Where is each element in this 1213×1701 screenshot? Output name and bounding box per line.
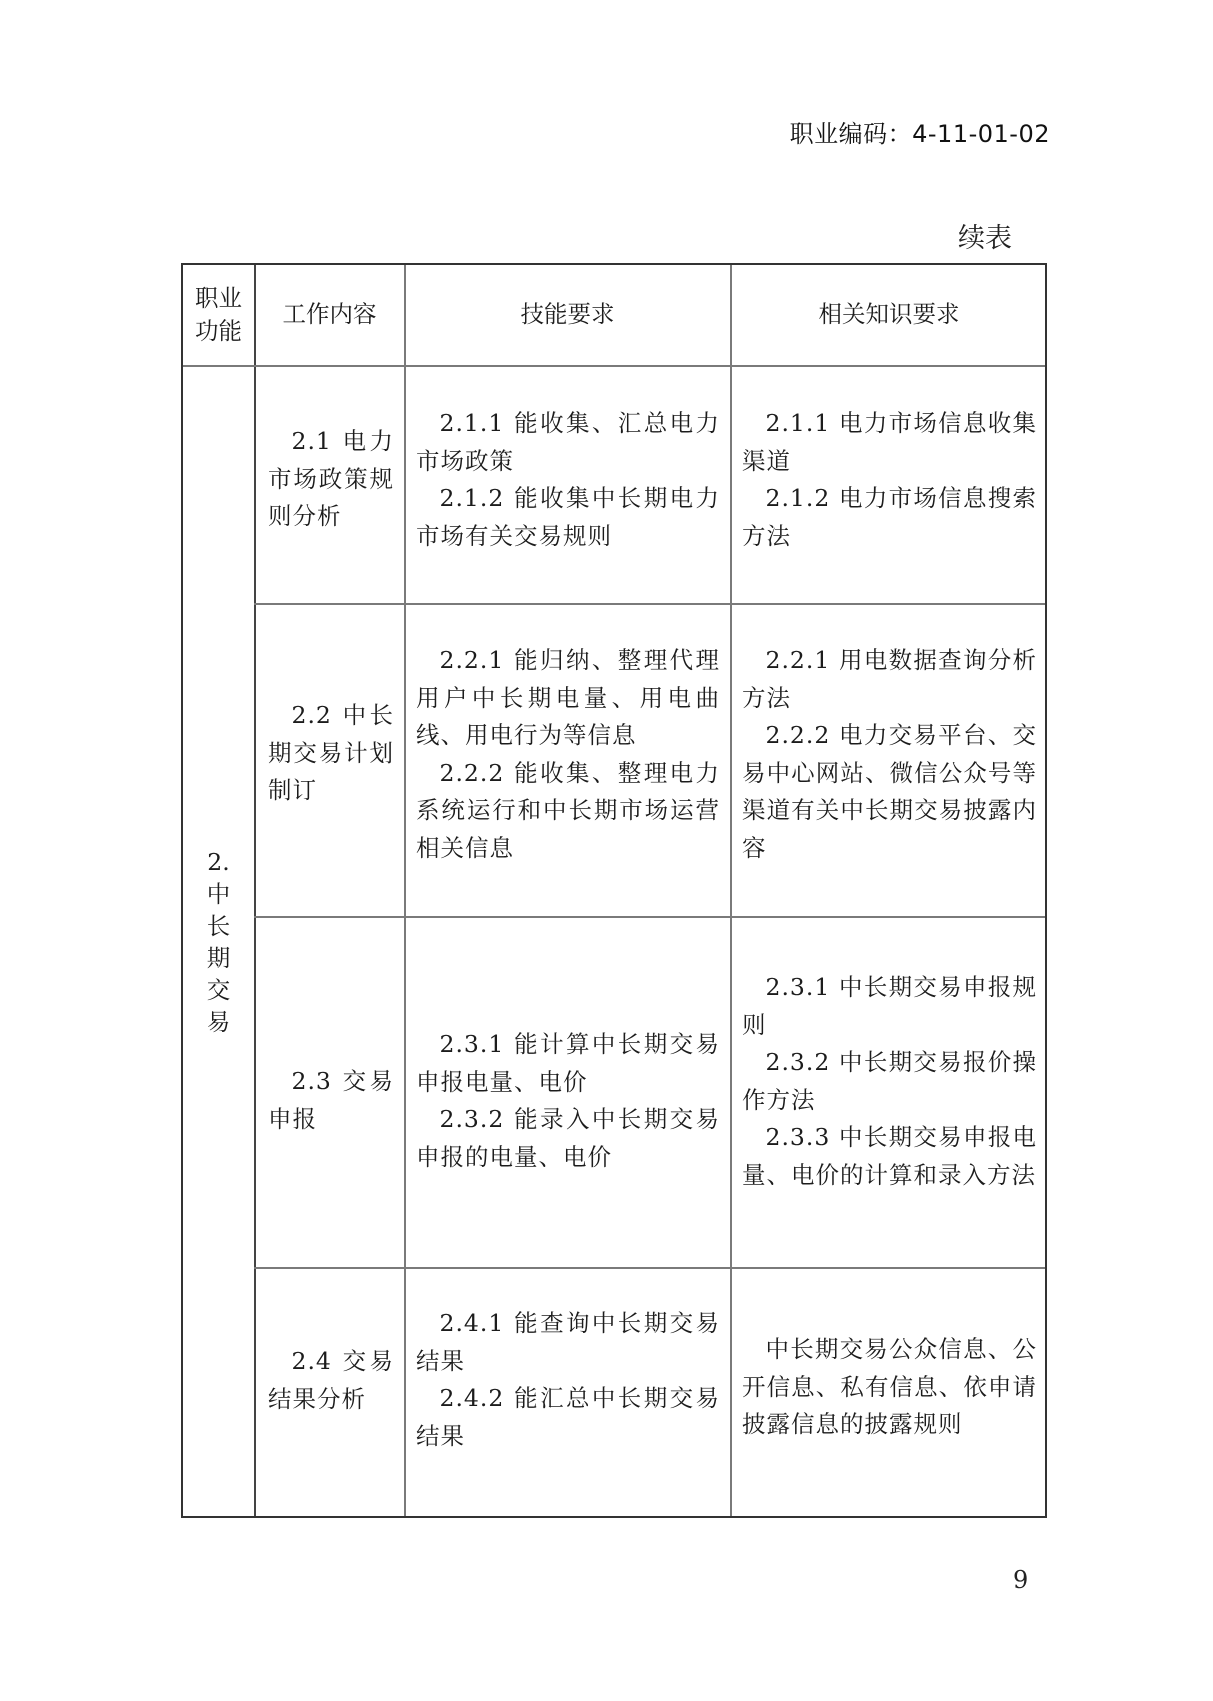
skill-item: 2.3.1 能计算中长期交易申报电量、电价 bbox=[416, 1030, 720, 1096]
knowledge-item: 2.3.3 中长期交易申报电量、电价的计算和录入方法 bbox=[742, 1123, 1037, 1189]
knowledge-item: 2.1.2 电力市场信息搜索方法 bbox=[742, 484, 1037, 550]
function-group-cell bbox=[183, 366, 254, 1518]
column-header-function-line1: 职业 bbox=[195, 284, 242, 312]
skill-item: 2.1.1 能收集、汇总电力市场政策 bbox=[416, 409, 720, 475]
function-char: 易 bbox=[206, 1008, 231, 1036]
header-divider bbox=[183, 365, 1045, 367]
table-row-4-knowledge bbox=[742, 1331, 1037, 1444]
function-char: 长 bbox=[206, 912, 231, 940]
occupation-code: 职业编码：4-11-01-02 bbox=[789, 120, 1050, 148]
skill-item: 2.4.1 能查询中长期交易结果 bbox=[416, 1309, 720, 1375]
table-row-2-work-content bbox=[268, 697, 394, 810]
skill-item: 2.2.1 能归纳、整理代理用户中长期电量、用电曲线、用电行为等信息 bbox=[416, 646, 720, 749]
column-header-skills: 技能要求 bbox=[520, 300, 615, 329]
knowledge-item: 2.3.1 中长期交易申报规则 bbox=[742, 973, 1037, 1039]
function-number: 2. bbox=[207, 848, 230, 876]
knowledge-item: 2.2.1 用电数据查询分析方法 bbox=[742, 646, 1037, 712]
row-divider bbox=[254, 603, 1045, 605]
table-row-1-work-content bbox=[268, 423, 394, 536]
knowledge-item: 2.2.2 电力交易平台、交易中心网站、微信公众号等渠道有关中长期交易披露内容 bbox=[742, 721, 1037, 862]
table-row-4-work-content bbox=[268, 1343, 394, 1418]
column-header-function-line2: 功能 bbox=[195, 317, 242, 345]
skill-item: 2.3.2 能录入中长期交易申报的电量、电价 bbox=[416, 1105, 720, 1171]
col-divider bbox=[254, 265, 256, 1516]
knowledge-item: 2.3.2 中长期交易报价操作方法 bbox=[742, 1048, 1037, 1114]
function-char: 中 bbox=[206, 880, 231, 908]
column-header-function bbox=[183, 265, 254, 365]
page-number: 9 bbox=[1013, 1566, 1029, 1594]
row-divider bbox=[254, 916, 1045, 918]
work-content-text: 2.4 交易结果分析 bbox=[268, 1347, 394, 1413]
col-divider bbox=[404, 265, 406, 1516]
work-content-text: 2.2 中长期交易计划制订 bbox=[268, 701, 394, 804]
column-header-knowledge: 相关知识要求 bbox=[818, 300, 960, 329]
work-content-text: 2.3 交易申报 bbox=[268, 1067, 394, 1133]
column-header-work-content: 工作内容 bbox=[282, 300, 377, 329]
skills-table bbox=[181, 263, 1047, 1518]
work-content-text: 2.1 电力市场政策规则分析 bbox=[268, 427, 394, 530]
row-divider bbox=[254, 1267, 1045, 1269]
skill-item: 2.1.2 能收集中长期电力市场有关交易规则 bbox=[416, 484, 720, 550]
table-row-2-knowledge bbox=[742, 642, 1037, 867]
function-char: 交 bbox=[206, 976, 231, 1004]
skill-item: 2.2.2 能收集、整理电力系统运行和中长期市场运营相关信息 bbox=[416, 758, 720, 862]
function-char: 期 bbox=[206, 944, 231, 972]
continued-table-label: 续表 bbox=[958, 223, 1012, 254]
table-row-4-skills bbox=[416, 1305, 720, 1455]
knowledge-item: 2.1.1 电力市场信息收集渠道 bbox=[742, 409, 1037, 475]
col-divider bbox=[730, 265, 732, 1516]
table-row-3-skills bbox=[416, 1026, 720, 1176]
table-row-1-skills bbox=[416, 405, 720, 555]
table-row-1-knowledge bbox=[742, 405, 1037, 555]
skill-item: 2.4.2 能汇总中长期交易结果 bbox=[416, 1384, 720, 1450]
table-row-2-skills bbox=[416, 642, 720, 867]
knowledge-item: 中长期交易公众信息、公开信息、私有信息、依申请披露信息的披露规则 bbox=[742, 1335, 1037, 1438]
table-row-3-knowledge bbox=[742, 969, 1037, 1194]
table-row-3-work-content bbox=[268, 1063, 394, 1138]
